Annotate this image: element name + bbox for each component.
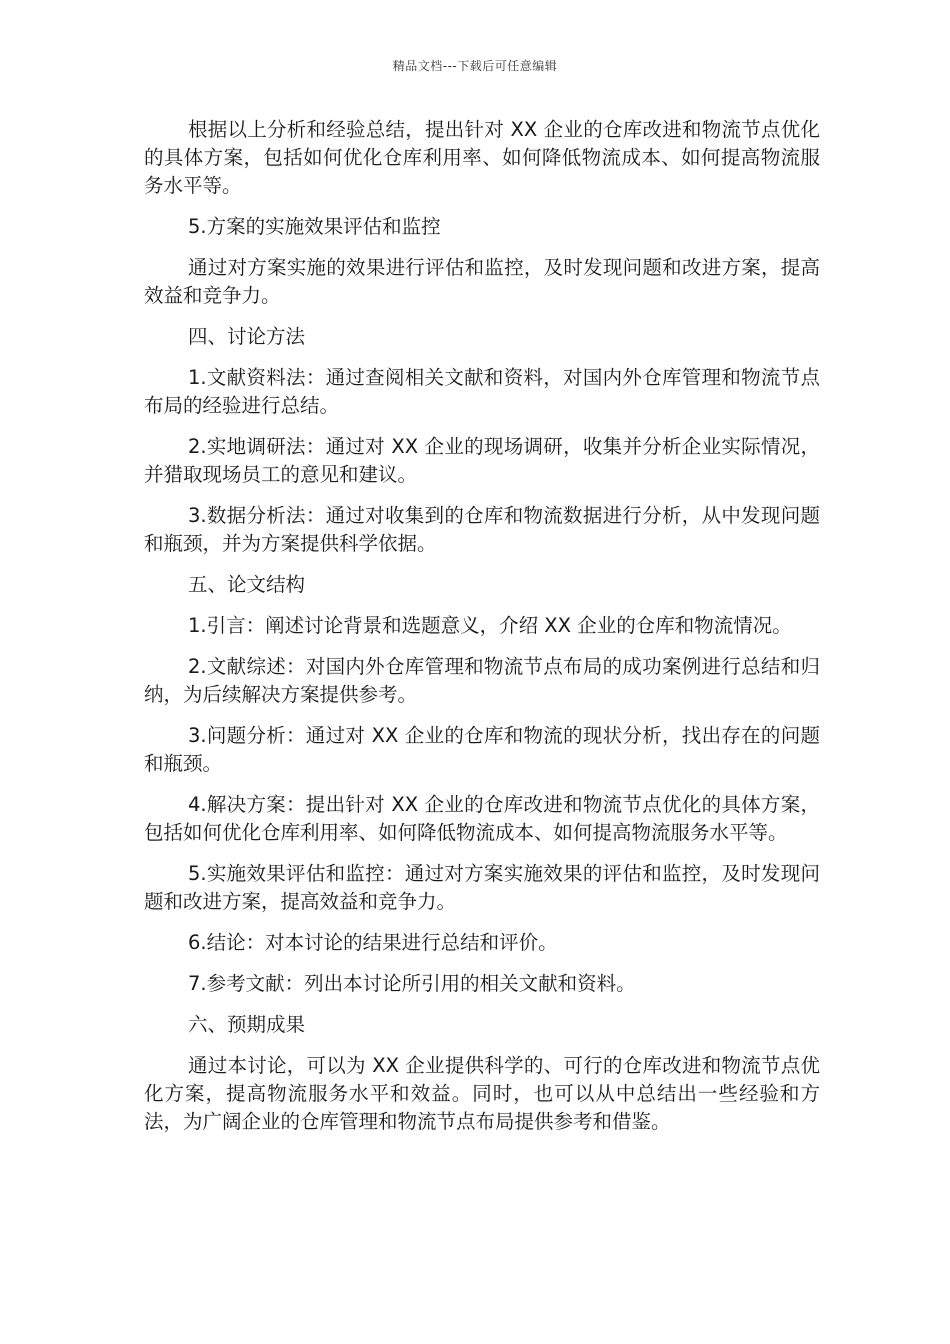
structure-evaluation: 5.实施效果评估和监控：通过对方案实施效果的评估和监控，及时发现问题和改进方案，提高效益和竞争力。 <box>144 862 820 913</box>
structure-introduction: 1.引言：阐述讨论背景和选题意义，介绍 XX 企业的仓库和物流情况。 <box>188 614 792 637</box>
method-literature: 1.文献资料法：通过查阅相关文献和资料，对国内外仓库管理和物流节点布局的经验进行总结。 <box>144 366 820 417</box>
structure-references: 7.参考文献：列出本讨论所引用的相关文献和资料。 <box>188 972 636 995</box>
section-heading-methods: 四、讨论方法 <box>188 325 306 348</box>
paragraph-solution-summary: 根据以上分析和经验总结，提出针对 XX 企业的仓库改进和物流节点优化的具体方案，包括如何优化仓库利用率、如何降低物流成本、如何提高物流服务水平等。 <box>144 118 820 197</box>
method-field-research: 2.实地调研法：通过对 XX 企业的现场调研，收集并分析企业实际情况，并猎取现场员工的意见和建议。 <box>144 435 820 486</box>
structure-literature-review: 2.文献综述：对国内外仓库管理和物流节点布局的成功案例进行总结和归纳，为后续解决方案提供参考。 <box>144 655 820 706</box>
method-data-analysis: 3.数据分析法：通过对收集到的仓库和物流数据进行分析，从中发现问题和瓶颈，并为方案提供科学依据。 <box>144 504 820 555</box>
section-heading-structure: 五、论文结构 <box>188 573 306 596</box>
document-body <box>144 116 820 1149</box>
page-header: 精品文档---下载后可任意编辑 <box>392 59 558 73</box>
paragraph-expected-results: 通过本讨论，可以为 XX 企业提供科学的、可行的仓库改进和物流节点优化方案，提高物流服务水平和效益。同时，也可以从中总结出一些经验和方法，为广阔企业的仓库管理和物流节点布局提供参考和借鉴。 <box>144 1054 820 1133</box>
structure-solution: 4.解决方案：提出针对 XX 企业的仓库改进和物流节点优化的具体方案，包括如何优化仓库利用率、如何降低物流成本、如何提高物流服务水平等。 <box>144 793 820 844</box>
paragraph-evaluation: 通过对方案实施的效果进行评估和监控，及时发现问题和改进方案，提高效益和竞争力。 <box>144 256 820 307</box>
structure-problem-analysis: 3.问题分析：通过对 XX 企业的仓库和物流的现状分析，找出存在的问题和瓶颈。 <box>144 724 820 775</box>
section-heading-expected-results: 六、预期成果 <box>188 1013 306 1036</box>
section-item-evaluation: 5.方案的实施效果评估和监控 <box>188 215 441 238</box>
structure-conclusion: 6.结论：对本讨论的结果进行总结和评价。 <box>188 931 558 954</box>
